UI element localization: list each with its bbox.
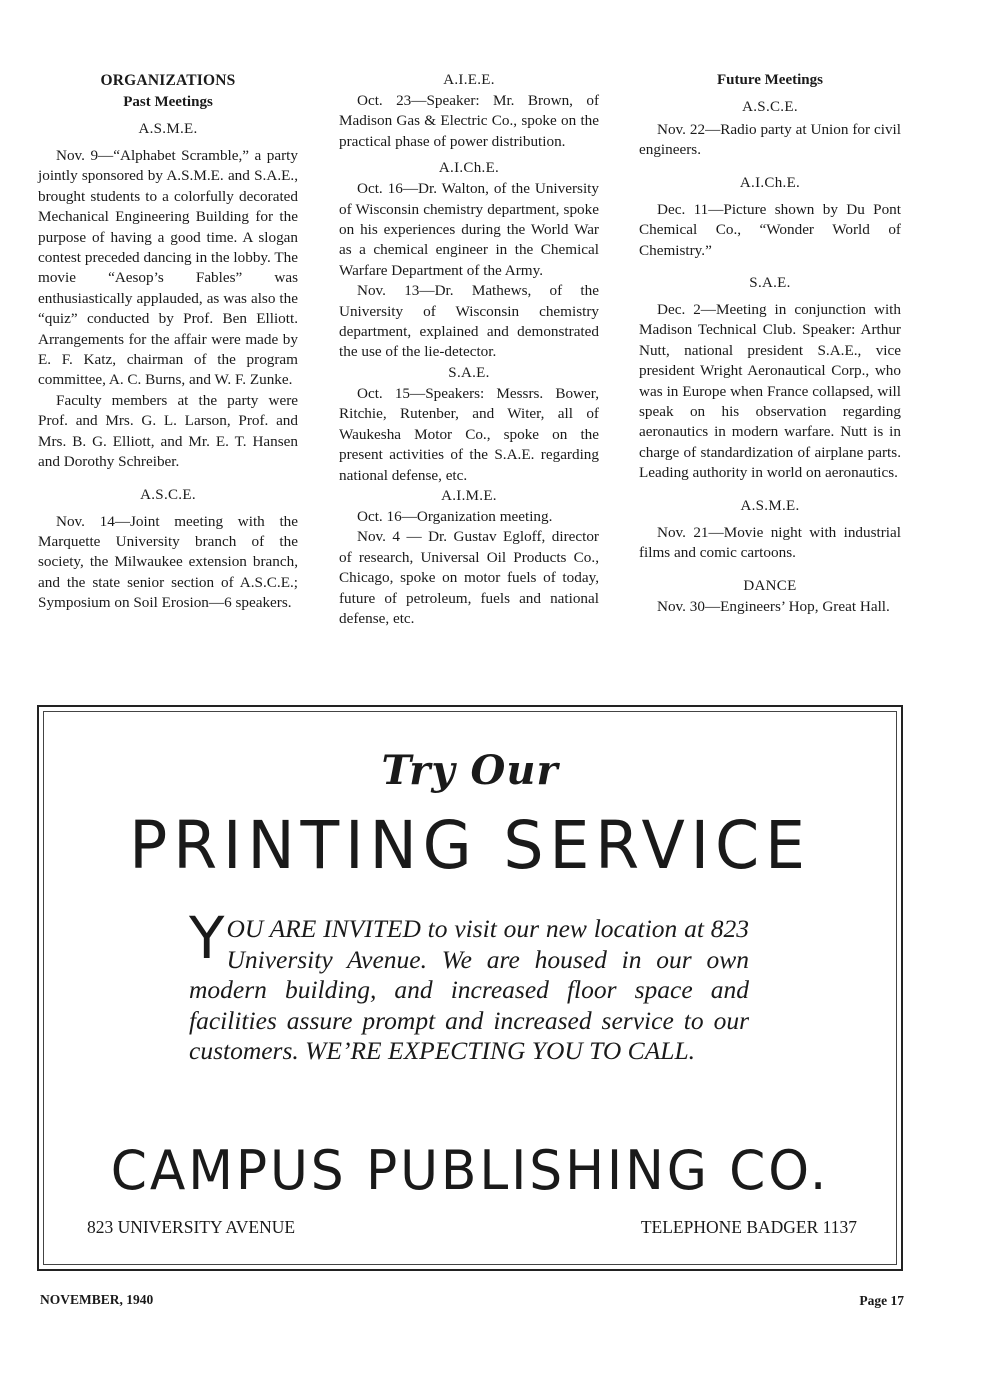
future-asce-heading: A.S.C.E.	[742, 99, 798, 115]
column-future-meetings	[639, 70, 901, 617]
ad-headline: PRINTING SERVICE	[129, 807, 811, 884]
asme-faculty-paragraph: Faculty members at the party were Prof. and Mrs. G. L. Larson, Prof. and Mrs. B. G. Elliott, and Mr. E. T. Hansen and Dorothy Schreiber.	[38, 391, 298, 471]
ad-company-name: CAMPUS PUBLISHING CO.	[110, 1139, 830, 1202]
asce-paragraph: Nov. 14—Joint meeting with the Marquette University branch of the society, the Milwaukee extension branch, and the state senior section of A.S.C.E.; Symposium on Soil Erosion—6 speakers.	[38, 512, 298, 612]
footer-date: NOVEMBER, 1940	[40, 1292, 154, 1307]
column-past-meetings	[38, 70, 298, 614]
dance-heading: DANCE	[743, 577, 797, 594]
aiee-paragraph: Oct. 23—Speaker: Mr. Brown, of Madison Gas & Electric Co., spoke on the practical phase of power distribution.	[339, 92, 599, 150]
asme-paragraph: Nov. 9—“Alphabet Scramble,” a party jointly sponsored by A.S.M.E. and S.A.E., brought students to a colorfully decorated Mechanical Engineering Building for the purpose of having a good time. A slogan contest preceded dancing in the lobby. The movie “Aesop’s Fables” was enthusiastically applauded, as was also the “quiz” conducted by Prof. Ben Elliott. Arrangements for the affair were made by E. F. Katz, chairman of the program committee, A. C. Burns, and W. F. Zunke.	[38, 147, 298, 389]
asme-heading: A.S.M.E.	[138, 121, 198, 137]
aiee-heading: A.I.E.E.	[443, 72, 495, 88]
future-asme-heading: A.S.M.E.	[740, 497, 800, 514]
ad-body-text: OU ARE INVITED to visit our new location at 823 University Avenue. We are housed in our own modern building, and increased floor space and facilities assure prompt and increased service to our customers. WE’RE EXPECTING YOU TO CALL.	[189, 914, 749, 1065]
ad-dropcap: Y	[189, 904, 225, 972]
future-asce-paragraph: Nov. 22—Radio party at Union for civil engineers.	[639, 121, 901, 159]
sae-heading: S.A.E.	[448, 364, 490, 381]
future-meetings-heading: Future Meetings	[717, 72, 823, 88]
aime-paragraph-1: Oct. 16—Organization meeting.	[357, 507, 553, 525]
aiche-paragraph-2: Nov. 13—Dr. Mathews, of the University of Wisconsin chemistry department, explained and demonstrated the use of the lie-detector.	[339, 282, 599, 361]
future-sae-heading: S.A.E.	[749, 275, 791, 292]
sae-paragraph: Oct. 15—Speakers: Messrs. Bower, Ritchie, Rutenber, and Witer, all of Waukesha Motor Co., spoke on the present activities of the S.A.E. regarding national defense, etc.	[339, 384, 599, 484]
future-aiche-heading: A.I.Ch.E.	[739, 174, 801, 191]
aime-heading: A.I.M.E.	[441, 487, 497, 504]
ad-body	[189, 904, 749, 1067]
aiche-heading: A.I.Ch.E.	[438, 160, 500, 177]
ad-script-line: Try Our	[381, 747, 559, 794]
column-past-meetings-continued	[339, 70, 599, 629]
future-sae-paragraph: Dec. 2—Meeting in conjunction with Madison Technical Club. Speaker: Arthur Nutt, national president S.A.E., vice president Wright Aeronautical Corp., who was in Europe when France collapsed, will speak on his observation regarding aeronautics in modern warfare. Nutt is in charge of standardization of airplane parts. Leading authority in world on aeronautics.	[639, 301, 901, 482]
aiche-paragraph-1: Oct. 16—Dr. Walton, of the University of Wisconsin chemistry department, spoke on his experiences during the World War as a chemical engineer in the Chemical Warfare Department of the Army.	[339, 180, 599, 279]
ad-address: 823 UNIVERSITY AVENUE	[87, 1217, 296, 1237]
dance-paragraph: Nov. 30—Engineers’ Hop, Great Hall.	[657, 597, 890, 615]
ad-phone: TELEPHONE BADGER 1137	[640, 1217, 857, 1237]
asce-heading: A.S.C.E.	[140, 486, 196, 503]
organizations-heading: ORGANIZATIONS	[100, 72, 236, 89]
future-aiche-paragraph: Dec. 11—Picture shown by Du Pont Chemical Co., “Wonder World of Chemistry.”	[639, 200, 901, 259]
footer-page-number: Page 17	[859, 1293, 904, 1308]
past-meetings-heading: Past Meetings	[123, 94, 213, 110]
future-asme-paragraph: Nov. 21—Movie night with industrial films and comic cartoons.	[639, 523, 901, 562]
printing-service-advertisement	[37, 705, 903, 1271]
aime-paragraph-2: Nov. 4 — Dr. Gustav Egloff, director of research, Universal Oil Products Co., Chicago, spoke on motor fuels of today, future of petroleum, fuels and national defense, etc.	[339, 528, 599, 627]
